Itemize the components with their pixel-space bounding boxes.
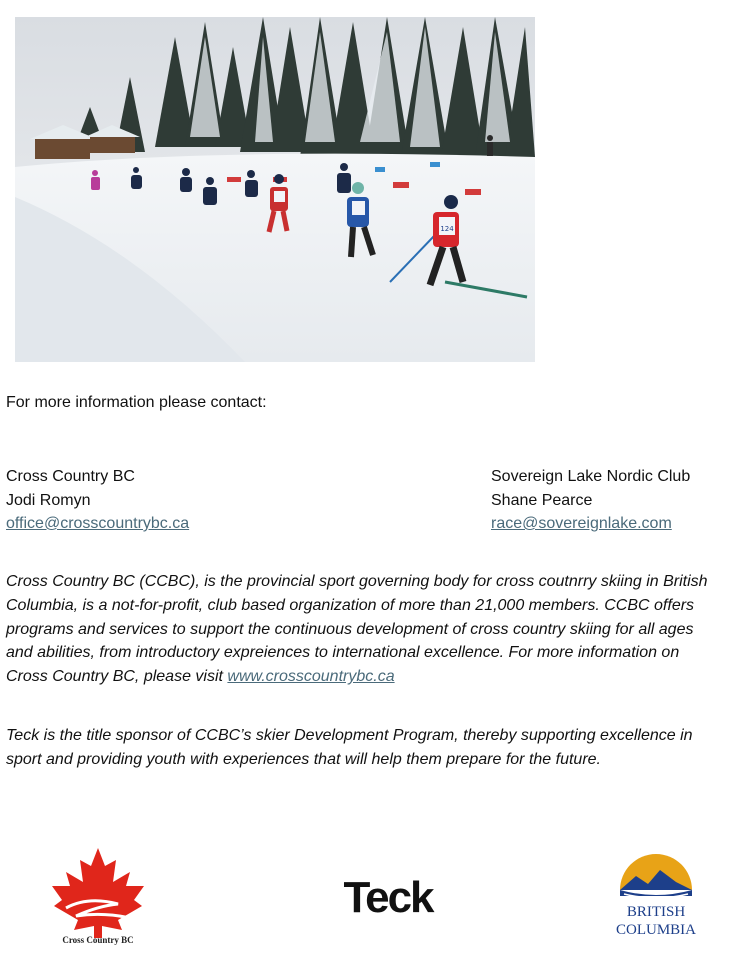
contact-intro: For more information please contact: [6,394,267,411]
teck-logo [337,872,439,920]
skiers-photo [15,17,535,362]
contact-sovereign [491,465,690,536]
bc-government-logo [606,850,706,942]
contact-name: Jodi Romyn [6,491,91,509]
ccbc-description [6,570,718,689]
contact-ccbc [6,465,189,536]
contact-org: Sovereign Lake Nordic Club [491,468,691,485]
ccbc-website-link[interactable]: www.crosscountrybc.ca [227,668,395,686]
contact-email-link[interactable]: office@crosscountrybc.ca [6,515,190,532]
ccbc-description-text: Cross Country BC (CCBC), is the provincial sport governing body for cross coutnrry skiing in British Columbia, is a not-for-profit, club based organization of more than 21,000 members. CCBC offers programs and services to support the continuous development of cross country skiing for all ages and abilities, from introductory expreiences to international excellence. For more information on Cross Country BC, please visit [6,573,708,686]
svg-text:COLUMBIA: COLUMBIA [615,922,697,938]
ccbc-logo [48,846,148,948]
contact-email-link[interactable]: race@sovereignlake.com [491,515,672,532]
teck-description: Teck is the title sponsor of CCBC’s skier Development Program, thereby supporting excellence in sport and providing youth with experiences that will help them prepare for the future. [6,727,693,768]
contact-name: Shane Pearce [491,491,593,509]
contact-org: Cross Country BC [6,468,135,485]
svg-text:BRITISH: BRITISH [626,904,686,920]
svg-text:124: 124 [440,225,454,233]
svg-text:Cross Country BC: Cross Country BC [62,935,134,945]
svg-text:Teck: Teck [343,873,433,920]
